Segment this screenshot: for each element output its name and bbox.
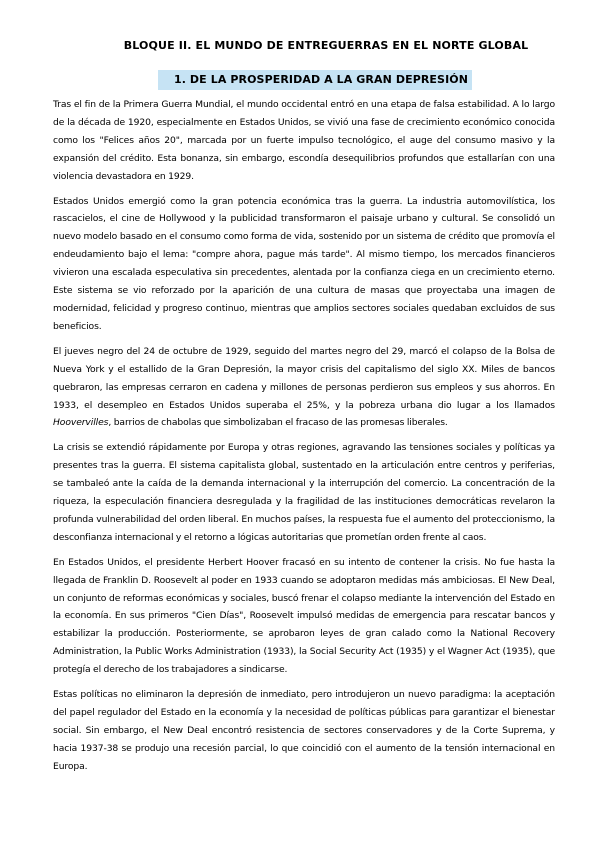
paragraph-new-paradigm: Estas políticas no eliminaron la depresión de inmediato, pero introdujeron un nuevo paradigma: la aceptación del papel regulador del Estado en la economía y la necesidad de políticas públicas para garantizar el bienestar social. Sin embargo, el New Deal encontró resistencia de sectores conservadores y de la Corte Suprema, y hacia 1937-38 se produjo una recesión parcial, lo que coincidió con el aumento de la tensión internacional en Europa. — [53, 689, 555, 772]
paragraph-crash-text-after: , barrios de chabolas que simbolizaban el fracaso de las promesas liberales. — [108, 417, 448, 429]
section-title: 1. DE LA PROSPERIDAD A LA GRAN DEPRESIÓN — [158, 70, 472, 90]
block-title: BLOQUE II. EL MUNDO DE ENTREGUERRAS EN EL NORTE GLOBAL — [123, 39, 529, 52]
paragraph-global-crisis: La crisis se extendió rápidamente por Europa y otras regiones, agravando las tensiones sociales y políticas ya presentes tras la guerra. El sistema capitalista global, sustentado en la articulación entre centros y periferias, se tambaleó ante la caída de la demanda internacional y la interrupción del comercio. La concentración de la riqueza, la especulación financiera desregulada y la fragilidad de las instituciones democráticas revelaron la profunda vulnerabilidad del orden liberal. En muchos países, la respuesta fue el aumento del proteccionismo, la desconfianza internacional y el retorno a lógicas autoritarias que prometían orden frente al caos. — [53, 442, 555, 543]
body-text — [53, 96, 555, 783]
paragraph-crash-text-before: El jueves negro del 24 de octubre de 1929, seguido del martes negro del 29, marcó el colapso de la Bolsa de Nueva York y el estallido de la Gran Depresión, la mayor crisis del capitalismo del siglo XX. Miles de bancos quebraron, las empresas cerraron en cadena y millones de personas perdieron sus empleos y sus ahorros. En 1933, el desempleo en Estados Unidos superaba el 25%, y la pobreza urbana dio lugar a los llamados — [53, 345, 555, 411]
paragraph-us-power: Estados Unidos emergió como la gran potencia económica tras la guerra. La industria automovilística, los rascacielos, el cine de Hollywood y la publicidad transformaron el paisaje urbano y cultural. Se consolidó un nuevo modelo basado en el consumo como forma de vida, sostenido por un sistema de crédito que promovía el endeudamiento bajo el lema: "compre ahora, pague más tarde". Al mismo tiempo, los mercados financieros vivieron una escalada especulativa sin precedentes, alentada por la confianza ciega en un crecimiento eterno. Este sistema se vio reforzado por la aparición de una cultura de masas que proyectaba una imagen de modernidad, felicidad y progreso continuo, mientras que amplios sectores sociales quedaban excluidos de sus beneficios. — [53, 195, 555, 332]
hoovervilles-term: Hoovervilles — [53, 417, 109, 429]
paragraph-new-deal: En Estados Unidos, el presidente Herbert Hoover fracasó en su intento de contener la crisis. No fue hasta la llegada de Franklin D. Roosevelt al poder en 1933 cuando se adoptaron medidas más ambiciosas. El New Deal, un conjunto de reformas económicas y sociales, buscó frenar el colapso mediante la intervención del Estado en la economía. En sus primeros "Cien Días", Roosevelt impulsó medidas de emergencia para rescatar bancos y estabilizar la producción. Posteriormente, se aprobaron leyes de gran calado como la National Recovery Administration, la Public Works Administration (1933), la Social Security Act (1935) y el Wagner Act (1935), que protegía el derecho de los trabajadores a sindicarse. — [53, 556, 555, 676]
paragraph-postwar: Tras el fin de la Primera Guerra Mundial, el mundo occidental entró en una etapa de falsa estabilidad. A lo largo de la década de 1920, especialmente en Estados Unidos, se vivió una fase de crecimiento económico conocida como los "Felices años 20", marcada por un fuerte impulso tecnológico, el auge del consumo masivo y la expansión del crédito. Esta bonanza, sin embargo, escondía desequilibrios profundos que estallarían con una violencia devastadora en 1929. — [53, 99, 555, 182]
paragraph-crash-1929 — [53, 343, 555, 433]
